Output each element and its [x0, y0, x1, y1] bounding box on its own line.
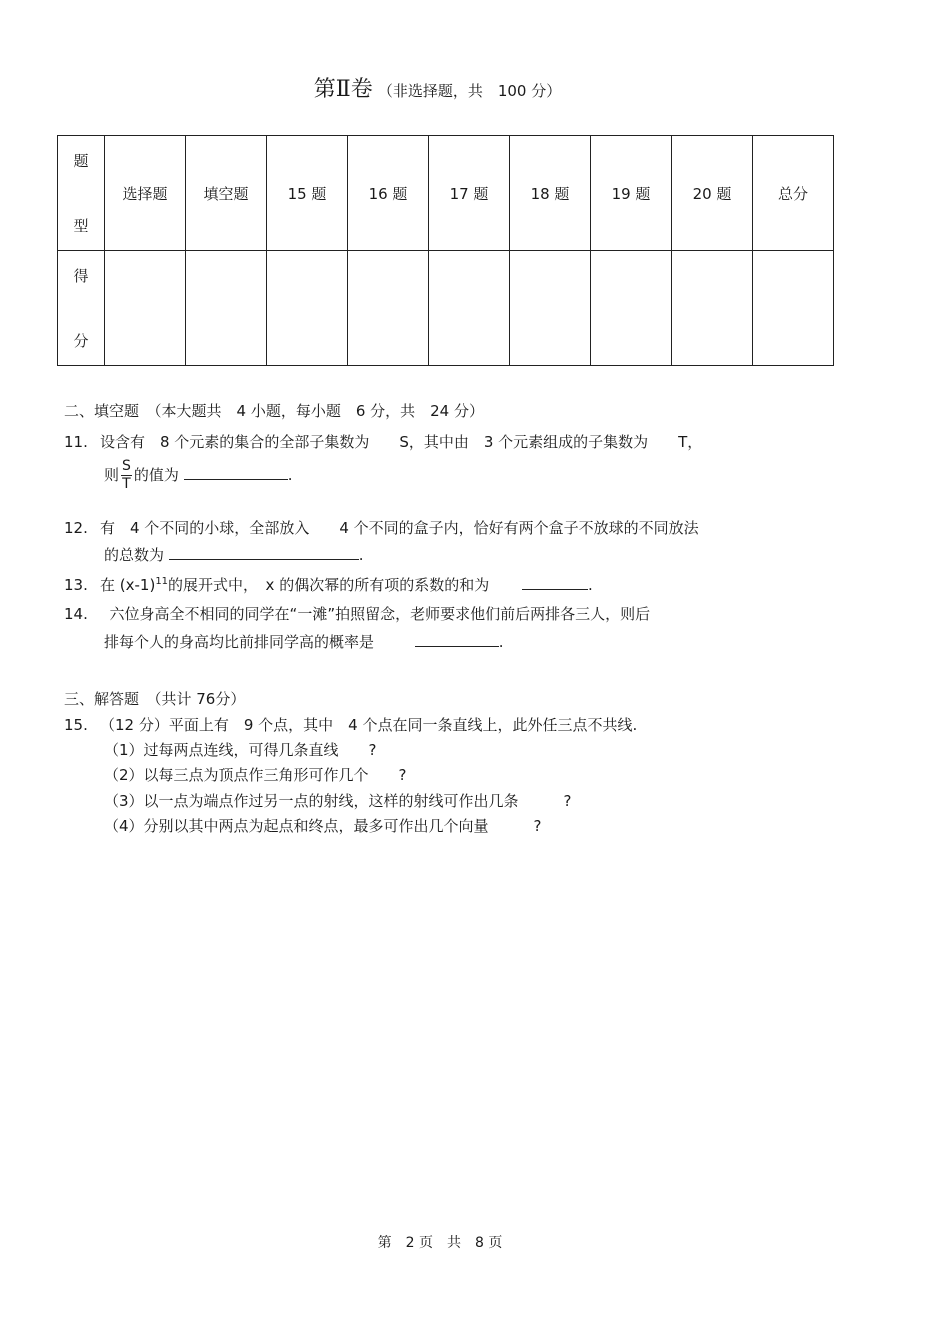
answer-blank[interactable]	[169, 545, 359, 560]
question-15-part-4: （4）分别以其中两点为起点和终点，最多可作出几个向量 ?	[104, 817, 542, 835]
question-14	[64, 603, 650, 624]
answer-blank[interactable]	[415, 632, 499, 647]
question-text: 的总数为	[104, 546, 165, 564]
row-label-char: 得	[73, 267, 89, 285]
table-header-row	[58, 136, 834, 251]
punctuation: .	[358, 546, 364, 564]
question-14-line2	[104, 631, 504, 652]
punctuation: .	[587, 576, 593, 594]
score-cell[interactable]	[267, 251, 348, 366]
column-header: 18 题	[510, 136, 591, 251]
table-score-row	[58, 251, 834, 366]
score-cell[interactable]	[753, 251, 834, 366]
volume-subtitle: （非选择题，共 100 分）	[377, 82, 562, 100]
answer-blank[interactable]	[522, 575, 588, 590]
section-heading-solutions: 三、解答题 （共计 76分）	[64, 690, 246, 708]
row-label-char: 分	[73, 332, 89, 350]
punctuation: .	[287, 466, 293, 484]
question-number: 14.	[64, 605, 88, 623]
fraction-s-over-t	[121, 458, 132, 493]
score-cell[interactable]	[429, 251, 510, 366]
column-header: 总分	[753, 136, 834, 251]
row-label-score	[58, 251, 105, 366]
column-header: 19 题	[591, 136, 672, 251]
question-text: 的值为	[133, 466, 179, 484]
score-cell[interactable]	[510, 251, 591, 366]
row-label-char: 型	[73, 217, 89, 235]
question-15-part-3: （3）以一点为端点作过另一点的射线，这样的射线可作出几条 ?	[104, 792, 572, 810]
page-footer: 第 2 页 共 8 页	[377, 1235, 503, 1251]
question-text: 的展开式中， x 的偶次幂的所有项的系数的和为	[168, 576, 490, 594]
column-header: 填空题	[186, 136, 267, 251]
question-15-part-2: （2）以每三点为顶点作三角形可作几个 ?	[104, 766, 407, 784]
score-cell[interactable]	[591, 251, 672, 366]
question-12	[64, 517, 699, 538]
question-number: 15.	[64, 716, 88, 734]
column-header: 15 题	[267, 136, 348, 251]
fraction-denominator: T	[122, 476, 131, 492]
question-15	[64, 714, 637, 735]
question-text: 六位身高全不相同的同学在“一滩”拍照留念，老师要求他们前后两排各三人，则后	[109, 605, 651, 623]
question-text: 设含有 8 个元素的集合的全部子集数为 S，其中由 3 个元素组成的子集数为 T，	[100, 433, 703, 451]
score-cell[interactable]	[186, 251, 267, 366]
score-cell[interactable]	[672, 251, 753, 366]
page-title	[0, 72, 875, 103]
score-cell[interactable]	[348, 251, 429, 366]
fraction-numerator: S	[122, 458, 131, 474]
question-text: 在 (x-1)	[100, 576, 156, 594]
score-table	[57, 135, 834, 366]
column-header: 16 题	[348, 136, 429, 251]
column-header: 选择题	[105, 136, 186, 251]
row-label-char: 题	[73, 152, 89, 170]
answer-blank[interactable]	[184, 465, 288, 480]
question-text: 排每个人的身高均比前排同学高的概率是	[104, 633, 375, 651]
question-text: 则	[104, 466, 120, 484]
column-header: 20 题	[672, 136, 753, 251]
question-number: 11.	[64, 433, 88, 451]
question-12-line2	[104, 544, 364, 565]
column-header: 17 题	[429, 136, 510, 251]
question-15-part-1: （1）过每两点连线，可得几条直线 ?	[104, 741, 377, 759]
punctuation: .	[498, 633, 504, 651]
question-number: 13.	[64, 576, 88, 594]
question-13	[64, 574, 593, 595]
question-number: 12.	[64, 519, 88, 537]
question-text: 有 4 个不同的小球，全部放入 4 个不同的盒子内，恰好有两个盒子不放球的不同放法	[100, 519, 699, 537]
section-heading-fill-blank: 二、填空题 （本大题共 4 小题，每小题 6 分，共 24 分）	[64, 402, 484, 420]
volume-title: 第Ⅱ卷	[313, 77, 373, 102]
score-cell[interactable]	[105, 251, 186, 366]
question-11-line2	[104, 458, 292, 493]
question-11	[64, 431, 702, 452]
row-label-type	[58, 136, 105, 251]
question-text: （12 分）平面上有 9 个点，其中 4 个点在同一条直线上，此外任三点不共线.	[100, 716, 638, 734]
exponent: 11	[155, 576, 169, 587]
